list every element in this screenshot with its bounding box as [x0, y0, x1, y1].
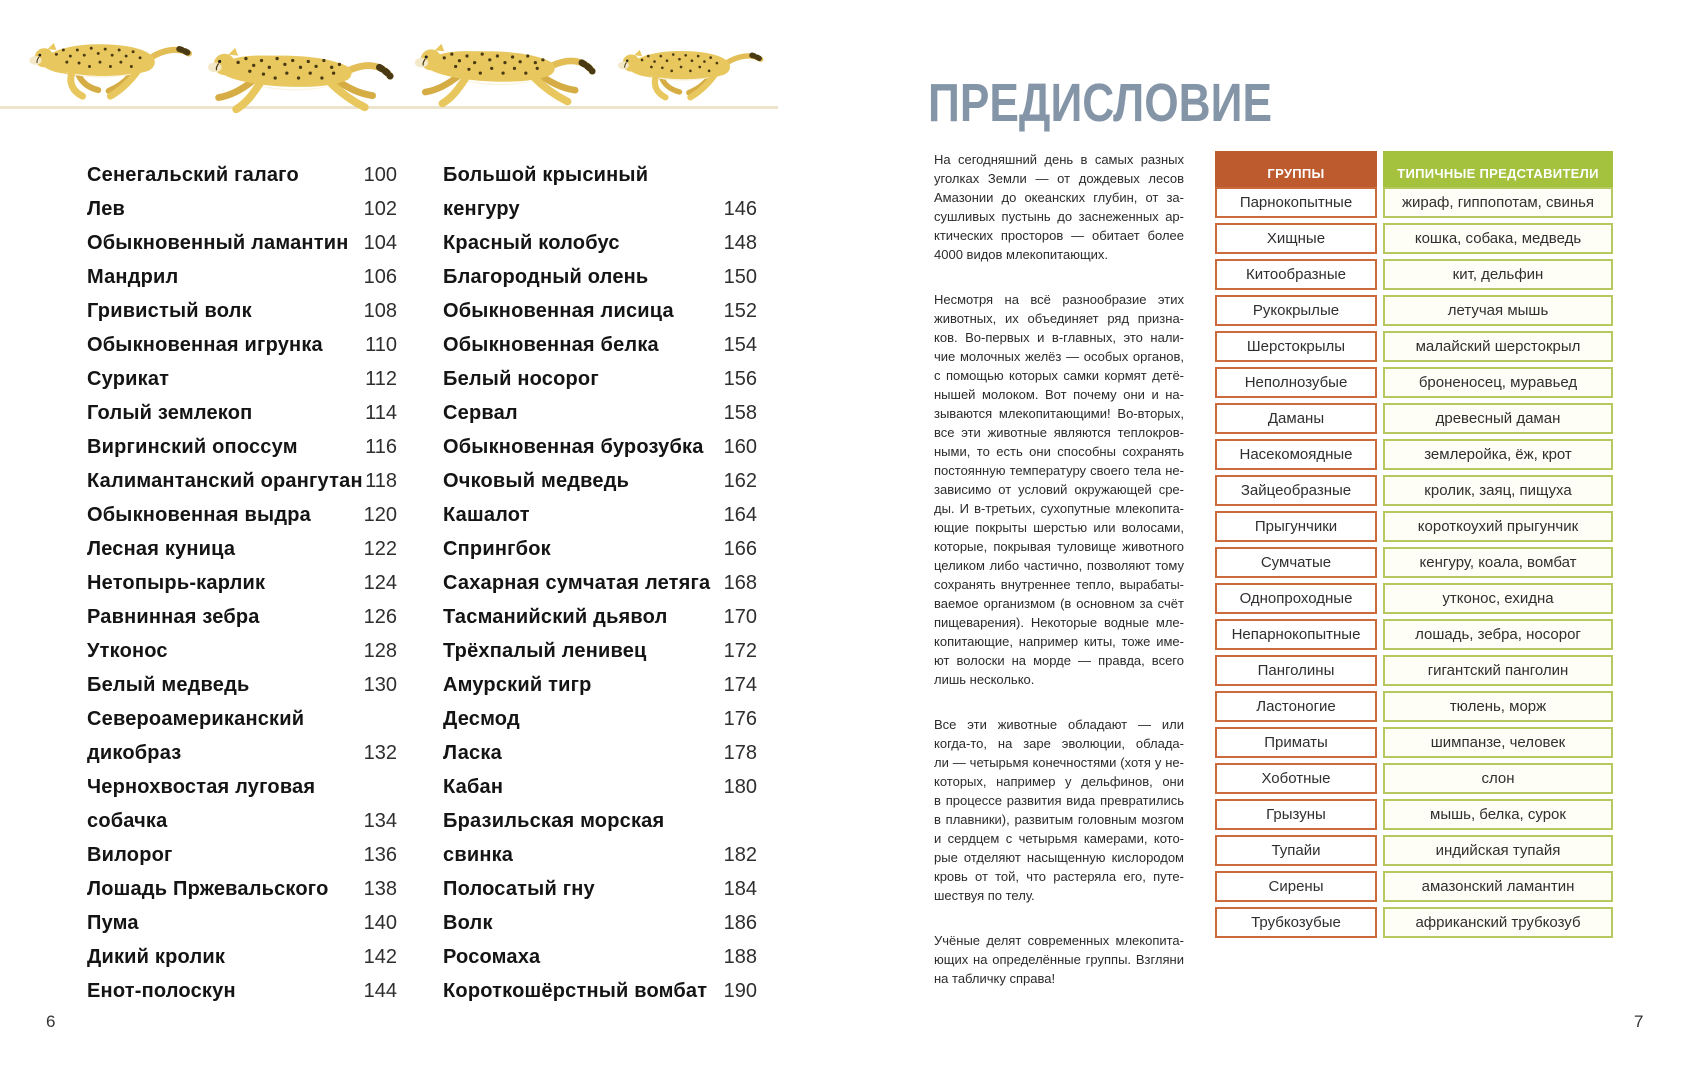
toc-entry: Лошадь Пржевальского 138	[87, 878, 397, 900]
table-of-contents	[87, 158, 757, 1008]
group-cell: Парнокопытные	[1215, 187, 1377, 218]
group-cell: Трубкозубые	[1215, 907, 1377, 938]
toc-entry: Чернохвостая луговая собачка 134	[87, 776, 397, 832]
representatives-cell: амазонский ламантин	[1383, 871, 1613, 902]
toc-entry: Виргинский опоссум 116	[87, 436, 397, 458]
representatives-cell: слон	[1383, 763, 1613, 794]
toc-entry: Десмод 176	[443, 708, 757, 730]
representatives-cell: шимпанзе, человек	[1383, 727, 1613, 758]
group-cell: Китообразные	[1215, 259, 1377, 290]
toc-entry: Обыкновенная белка 154	[443, 334, 757, 356]
toc-entry: Бразильская морская свинка 182	[443, 810, 757, 866]
toc-entry: Сахарная сумчатая летяга 168	[443, 572, 757, 594]
representatives-cell: африканский трубкозуб	[1383, 907, 1613, 938]
group-cell: Сирены	[1215, 871, 1377, 902]
toc-entry: Тасманийский дьявол 170	[443, 606, 757, 628]
group-cell: Сумчатые	[1215, 547, 1377, 578]
toc-entry: Очковый медведь 162	[443, 470, 757, 492]
toc-entry: Обыкновенный ламантин 104	[87, 232, 397, 254]
toc-entry: Дикий кролик 142	[87, 946, 397, 968]
toc-entry: Амурский тигр 174	[443, 674, 757, 696]
toc-entry: Равнинная зебра 126	[87, 606, 397, 628]
toc-entry: Обыкновенная выдра 120	[87, 504, 397, 526]
representatives-cell: малайский шерстокрыл	[1383, 331, 1613, 362]
representatives-cell: лошадь, зебра, носорог	[1383, 619, 1613, 650]
paragraph: Учёные делят современных млекопита- ющих на определённые группы. Взгляни на табличку справа!	[934, 933, 1184, 986]
toc-entry: Короткошёрстный вомбат 190	[443, 980, 757, 1002]
toc-entry: Белый медведь 130	[87, 674, 397, 696]
toc-entry: Обыкновенная игрунка 110	[87, 334, 397, 356]
toc-entry: Голый землекоп 114	[87, 402, 397, 424]
toc-entry: Кабан 180	[443, 776, 757, 798]
toc-entry: Утконос 128	[87, 640, 397, 662]
group-cell: Панголины	[1215, 655, 1377, 686]
toc-entry: Белый носорог 156	[443, 368, 757, 390]
group-cell: Приматы	[1215, 727, 1377, 758]
group-cell: Прыгунчики	[1215, 511, 1377, 542]
toc-entry: Гривистый волк 108	[87, 300, 397, 322]
group-cell: Грызуны	[1215, 799, 1377, 830]
toc-entry: Росомаха 188	[443, 946, 757, 968]
running-cheetah-icon	[205, 40, 395, 120]
toc-entry: Кашалот 164	[443, 504, 757, 526]
toc-entry: Сенегальский галаго 100	[87, 164, 397, 186]
paragraph: Несмотря на всё разнообразие этих животных, их объединяет ряд призна- ков. Во-первых и в-главных, это нали- чие молочных желёз — особых органов, с помощью которых самки кормят детё- нышей молоком. Вот почему они и на- зываются млекопитающими! Во-вторых, все эти животные являются теплокров- ными, то есть они способны сохранять постоянную температуру своего тела не- зависимо от условий окружающей сре- ды. И в-третьих, сухопутные млекопита- ющие покрыты шерстью или волосами, которые, покрывая туловище животного целиком либо частично, позволяют тому сохранять внутреннее тепло, вырабаты- ваемое организмом (в основном за счёт пищеварения). Некоторые водные мле- копитающие, например киты, тоже име- ют волоски на морде — правда, всего лишь несколько.	[934, 292, 1184, 687]
running-cheetah-icon	[25, 34, 195, 106]
right-page	[848, 0, 1696, 1080]
group-cell: Тупайи	[1215, 835, 1377, 866]
running-cheetah-icon	[412, 36, 597, 114]
preface-paragraphs	[934, 150, 1184, 1014]
toc-entry: Калимантанский орангутан 118	[87, 470, 397, 492]
toc-entry: Трёхпалый ленивец 172	[443, 640, 757, 662]
toc-entry: Пума 140	[87, 912, 397, 934]
cheetah-illustration-strip	[0, 0, 800, 120]
group-cell: Хоботные	[1215, 763, 1377, 794]
page-number-right: 7	[1634, 1012, 1644, 1031]
toc-entry: Сервал 158	[443, 402, 757, 424]
toc-entry: Обыкновенная бурозубка 160	[443, 436, 757, 458]
groups-table	[1215, 151, 1613, 938]
page-title: ПРЕДИСЛОВИЕ	[928, 73, 1273, 133]
representatives-cell: древесный даман	[1383, 403, 1613, 434]
representatives-cell: жираф, гиппопотам, свинья	[1383, 187, 1613, 218]
toc-entry: Спрингбок 166	[443, 538, 757, 560]
representatives-cell: кит, дельфин	[1383, 259, 1613, 290]
paragraph: На сегодняшний день в самых разных уголках Земли — от дождевых лесов Амазонии до океанских глубин, от за- сушливых пустынь до заснеженных ар- ктических просторов — обитает более 4000 видов млекопитающих.	[934, 152, 1184, 262]
group-cell: Однопроходные	[1215, 583, 1377, 614]
representatives-cell: мышь, белка, сурок	[1383, 799, 1613, 830]
toc-entry: Нетопырь-карлик 124	[87, 572, 397, 594]
representatives-cell: гигантский панголин	[1383, 655, 1613, 686]
group-cell: Шерстокрылы	[1215, 331, 1377, 362]
representatives-cell: тюлень, морж	[1383, 691, 1613, 722]
toc-entry: Енот-полоскун 144	[87, 980, 397, 1002]
representatives-cell: кошка, собака, медведь	[1383, 223, 1613, 254]
paragraph: Все эти животные обладают — или когда-то, на заре эволюции, облада- ли — четырьмя конечностями (хотя у не- которых, например у дельфинов, они в процессе развития вида превратились в плавники), развитым головным мозгом и сердцем с четырьмя камерами, кото- рые отделяют насыщенную кислородом кровь от той, что растеряла его, путе- шествуя по телу.	[934, 717, 1184, 903]
group-cell: Даманы	[1215, 403, 1377, 434]
table-header-groups: ГРУППЫ	[1215, 151, 1377, 195]
group-cell: Зайцеобразные	[1215, 475, 1377, 506]
running-cheetah-icon	[614, 42, 766, 106]
table-header-representatives: ТИПИЧНЫЕ ПРЕДСТАВИТЕЛИ	[1383, 151, 1613, 195]
page-number-left: 6	[46, 1012, 56, 1031]
group-cell: Неполнозубые	[1215, 367, 1377, 398]
group-cell: Рукокрылые	[1215, 295, 1377, 326]
toc-entry: Сурикат 112	[87, 368, 397, 390]
toc-entry: Полосатый гну 184	[443, 878, 757, 900]
toc-entry: Ласка 178	[443, 742, 757, 764]
toc-entry: Мандрил 106	[87, 266, 397, 288]
toc-entry: Большой крысиный кенгуру 146	[443, 164, 757, 220]
toc-entry: Вилорог 136	[87, 844, 397, 866]
toc-entry: Лев 102	[87, 198, 397, 220]
representatives-cell: индийская тупайя	[1383, 835, 1613, 866]
toc-entry: Североамериканский дикобраз 132	[87, 708, 397, 764]
toc-entry: Лесная куница 122	[87, 538, 397, 560]
representatives-cell: летучая мышь	[1383, 295, 1613, 326]
toc-entry: Волк 186	[443, 912, 757, 934]
toc-column-2	[443, 158, 757, 1008]
toc-entry: Обыкновенная лисица 152	[443, 300, 757, 322]
representatives-cell: кролик, заяц, пищуха	[1383, 475, 1613, 506]
group-cell: Ластоногие	[1215, 691, 1377, 722]
group-cell: Непарнокопытные	[1215, 619, 1377, 650]
toc-column-1	[87, 158, 397, 1008]
representatives-cell: броненосец, муравьед	[1383, 367, 1613, 398]
group-cell: Хищные	[1215, 223, 1377, 254]
representatives-cell: утконос, ехидна	[1383, 583, 1613, 614]
representatives-cell: короткоухий прыгунчик	[1383, 511, 1613, 542]
representatives-cell: землеройка, ёж, крот	[1383, 439, 1613, 470]
toc-entry: Красный колобус 148	[443, 232, 757, 254]
representatives-cell: кенгуру, коала, вомбат	[1383, 547, 1613, 578]
group-cell: Насекомоядные	[1215, 439, 1377, 470]
toc-entry: Благородный олень 150	[443, 266, 757, 288]
